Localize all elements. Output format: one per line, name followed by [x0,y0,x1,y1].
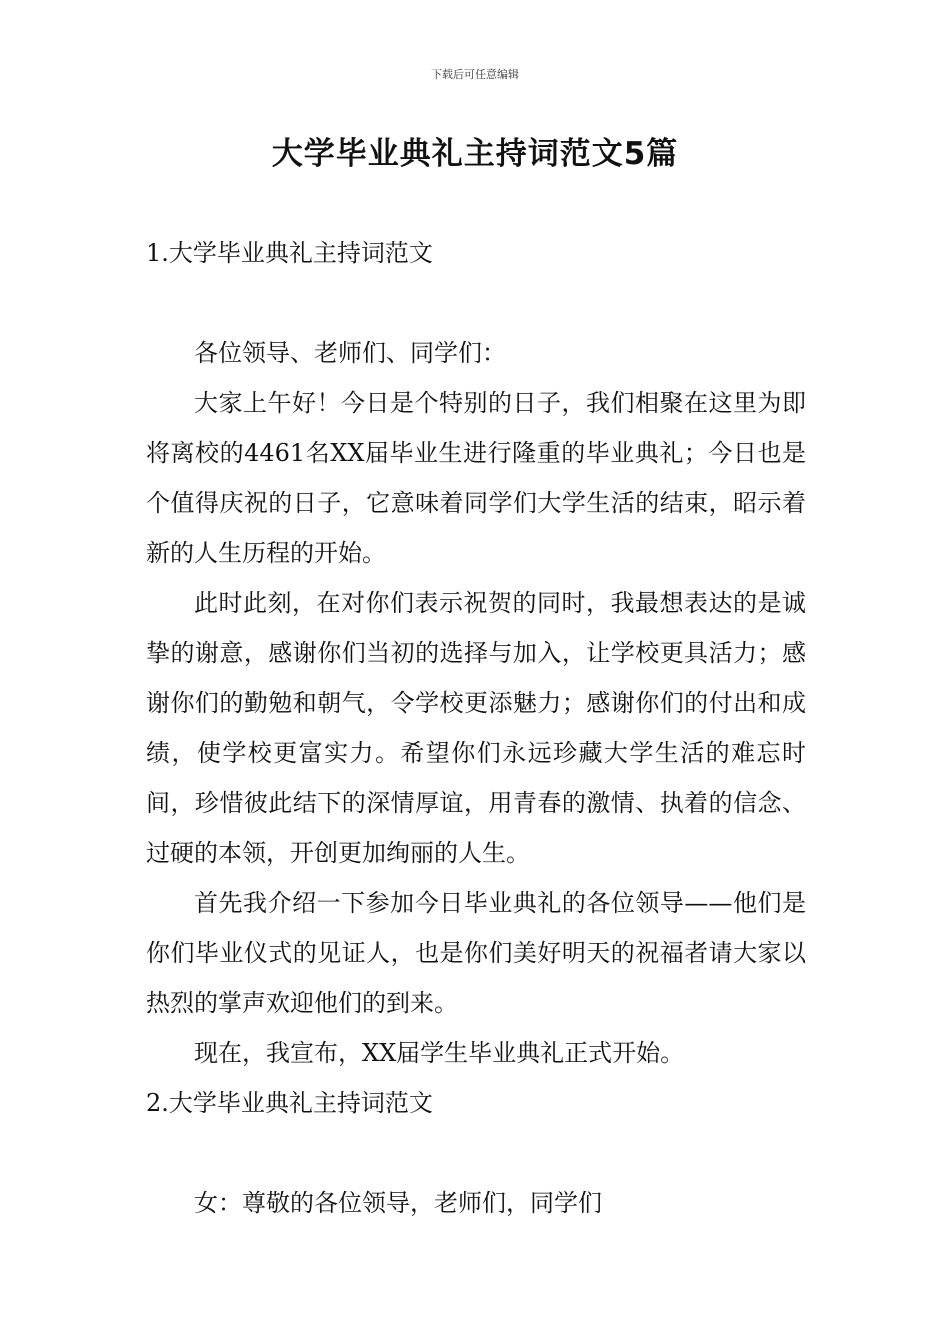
document-body [146,228,806,1228]
body-paragraph: 大家上午好！今日是个特别的日子，我们相聚在这里为即将离校的4461名XX届毕业生进行隆重的毕业典礼；今日也是个值得庆祝的日子，它意味着同学们大学生活的结束，昭示着新的人生历程的开始。 [146,389,806,567]
body-paragraph: 此时此刻，在对你们表示祝贺的同时，我最想表达的是诚挚的谢意，感谢你们当初的选择与加入，让学校更具活力；感谢你们的勤勉和朝气，令学校更添魅力；感谢你们的付出和成绩，使学校更富实力。希望你们永远珍藏大学生活的难忘时间，珍惜彼此结下的深情厚谊，用青春的激情、执着的信念、过硬的本领，开创更加绚丽的人生。 [146,589,806,867]
body-paragraph: 现在，我宣布，XX届学生毕业典礼正式开始。 [194,1039,685,1067]
header-note: 下载后可任意编辑 [431,68,519,81]
salutation-paragraph: 女：尊敬的各位领导，老师们，同学们 [194,1189,602,1217]
document-title: 大学毕业典礼主持词范文5篇 [271,136,679,172]
section-heading-2: 2.大学毕业典礼主持词范文 [146,1089,433,1117]
salutation-paragraph: 各位领导、老师们、同学们： [194,339,506,367]
spacer [146,1128,806,1178]
section-heading-1: 1.大学毕业典礼主持词范文 [146,239,433,267]
body-paragraph: 首先我介绍一下参加今日毕业典礼的各位领导——他们是你们毕业仪式的见证人，也是你们美好明天的祝福者请大家以热烈的掌声欢迎他们的到来。 [146,889,806,1017]
spacer [146,278,806,328]
